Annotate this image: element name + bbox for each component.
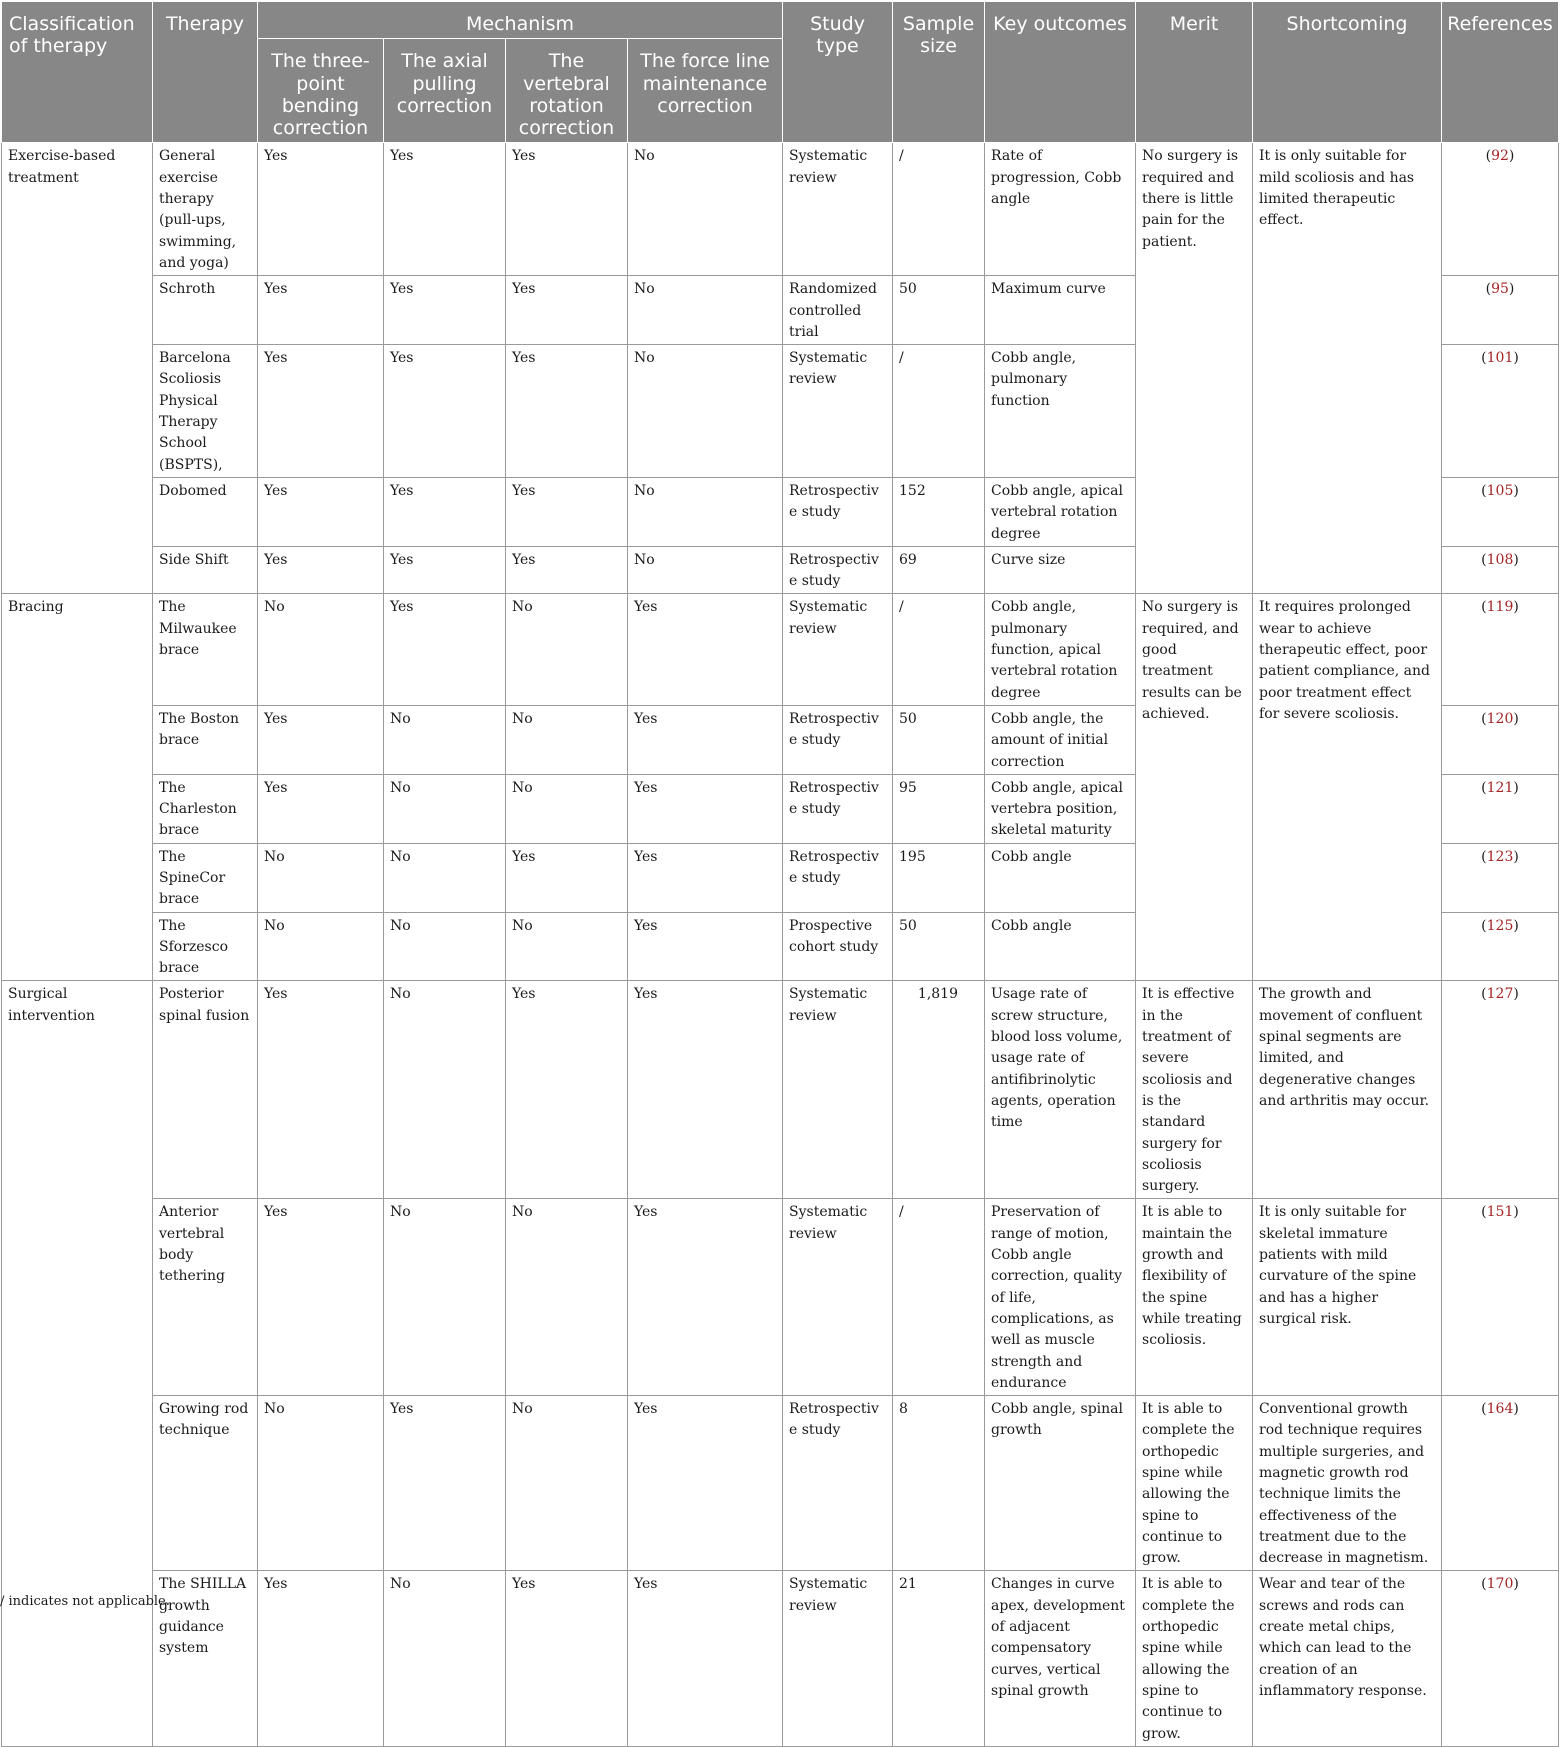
sample-size-cell: / (893, 594, 985, 705)
therapy-cell: The Sforzesco brace (153, 912, 258, 981)
header-therapy: Therapy (153, 2, 258, 143)
axial-pulling-cell: Yes (384, 546, 506, 594)
study-type-cell: Retrospective study (783, 1396, 893, 1571)
vertebral-rotation-cell: No (506, 1199, 628, 1396)
key-outcomes-cell: Cobb angle, spinal growth (985, 1396, 1136, 1571)
reference-close-paren: ) (1508, 148, 1515, 165)
reference-cell (1442, 546, 1559, 594)
axial-pulling-cell: Yes (384, 345, 506, 478)
key-outcomes-cell: Preservation of range of motion, Cobb angle correction, quality of life, complications, as well as muscle strength and endurance (985, 1199, 1136, 1396)
shortcoming-cell: Conventional growth rod technique requires multiple surgeries, and magnetic growth rod technique limits the effectiveness of the treatment due to the decrease in magnetism. (1253, 1396, 1442, 1571)
therapy-cell: Growing rod technique (153, 1396, 258, 1571)
study-type-cell: Systematic review (783, 1199, 893, 1396)
reference-cell (1442, 912, 1559, 981)
sample-size-cell: / (893, 143, 985, 276)
force-line-cell: No (628, 546, 783, 594)
sample-size-cell: 21 (893, 1571, 985, 1746)
force-line-cell: Yes (628, 843, 783, 912)
force-line-cell: Yes (628, 594, 783, 705)
merit-cell: No surgery is required and there is little pain for the patient. (1136, 143, 1253, 594)
reference-close-paren: ) (1513, 917, 1519, 934)
merit-cell: It is able to complete the orthopedic spine while allowing the spine to continue to grow. (1136, 1396, 1253, 1571)
force-line-cell: Yes (628, 774, 783, 843)
classification-cell: Surgical intervention (2, 981, 153, 1746)
reference-open-paren: ( (1481, 551, 1487, 568)
vertebral-rotation-cell: Yes (506, 477, 628, 546)
shortcoming-cell: It is only suitable for skeletal immature patients with mild curvature of the spine and has a higher surgical risk. (1253, 1199, 1442, 1396)
three-point-bending-cell: No (258, 843, 384, 912)
vertebral-rotation-cell: Yes (506, 276, 628, 345)
reference-cell (1442, 594, 1559, 705)
therapy-cell: Schroth (153, 276, 258, 345)
key-outcomes-cell: Cobb angle, pulmonary function (985, 345, 1136, 478)
axial-pulling-cell: Yes (384, 1396, 506, 1571)
merit-cell: It is able to maintain the growth and flexibility of the spine while treating scoliosis. (1136, 1199, 1253, 1396)
reference-close-paren: ) (1513, 482, 1519, 499)
three-point-bending-cell: Yes (258, 477, 384, 546)
study-type-cell: Randomized controlled trial (783, 276, 893, 345)
table-row (2, 143, 1559, 276)
key-outcomes-cell: Cobb angle, the amount of initial correction (985, 705, 1136, 774)
three-point-bending-cell: No (258, 594, 384, 705)
reference-open-paren: ( (1481, 710, 1487, 727)
key-outcomes-cell: Cobb angle, apical vertebra position, skeletal maturity (985, 774, 1136, 843)
reference-link[interactable]: 119 (1486, 599, 1514, 616)
three-point-bending-cell: Yes (258, 981, 384, 1199)
header-key-outcomes: Key outcomes (985, 2, 1136, 143)
vertebral-rotation-cell: Yes (506, 1571, 628, 1746)
force-line-cell: Yes (628, 1199, 783, 1396)
vertebral-rotation-cell: Yes (506, 843, 628, 912)
reference-close-paren: ) (1513, 599, 1519, 616)
three-point-bending-cell: Yes (258, 705, 384, 774)
vertebral-rotation-cell: No (506, 912, 628, 981)
reference-cell (1442, 477, 1559, 546)
reference-link[interactable]: 121 (1486, 779, 1514, 796)
force-line-cell: No (628, 143, 783, 276)
axial-pulling-cell: No (384, 981, 506, 1199)
reference-link[interactable]: 105 (1486, 482, 1514, 499)
reference-open-paren: ( (1481, 1401, 1487, 1418)
key-outcomes-cell: Rate of progression, Cobb angle (985, 143, 1136, 276)
reference-close-paren: ) (1513, 710, 1519, 727)
therapy-cell: The SpineCor brace (153, 843, 258, 912)
three-point-bending-cell: Yes (258, 345, 384, 478)
reference-close-paren: ) (1508, 281, 1515, 298)
therapy-comparison-table (1, 1, 1559, 1747)
sample-size-cell: 50 (893, 912, 985, 981)
therapy-cell: The SHILLA growth guidance system (153, 1571, 258, 1746)
study-type-cell: Prospective cohort study (783, 912, 893, 981)
reference-link[interactable]: 101 (1486, 350, 1514, 367)
force-line-cell: Yes (628, 1396, 783, 1571)
header-references: References (1442, 2, 1559, 143)
therapy-cell: Anterior vertebral body tethering (153, 1199, 258, 1396)
reference-link[interactable]: 125 (1486, 917, 1514, 934)
key-outcomes-cell: Cobb angle (985, 912, 1136, 981)
sample-size-cell: 50 (893, 276, 985, 345)
merit-cell: It is effective in the treatment of severe scoliosis and is the standard surgery for scoliosis surgery. (1136, 981, 1253, 1199)
reference-link[interactable]: 127 (1486, 986, 1514, 1003)
header-study-type: Study type (783, 2, 893, 143)
study-type-cell: Systematic review (783, 1571, 893, 1746)
study-type-cell: Retrospective study (783, 705, 893, 774)
reference-close-paren: ) (1513, 986, 1519, 1003)
key-outcomes-cell: Maximum curve (985, 276, 1136, 345)
header-row-1 (2, 2, 1559, 39)
three-point-bending-cell: No (258, 912, 384, 981)
study-type-cell: Systematic review (783, 594, 893, 705)
reference-link[interactable]: 95 (1491, 281, 1509, 298)
sample-size-cell: 1,819 (893, 981, 985, 1199)
reference-cell (1442, 774, 1559, 843)
classification-cell: Bracing (2, 594, 153, 981)
reference-link[interactable]: 92 (1491, 148, 1509, 165)
axial-pulling-cell: Yes (384, 143, 506, 276)
reference-link[interactable]: 151 (1486, 1204, 1514, 1221)
header-axial-pulling: The axial pulling correction (384, 39, 506, 143)
reference-cell (1442, 143, 1559, 276)
reference-cell (1442, 276, 1559, 345)
study-type-cell: Systematic review (783, 345, 893, 478)
sample-size-cell: 69 (893, 546, 985, 594)
reference-close-paren: ) (1513, 1576, 1519, 1593)
axial-pulling-cell: No (384, 774, 506, 843)
sample-size-cell: 195 (893, 843, 985, 912)
three-point-bending-cell: No (258, 1396, 384, 1571)
three-point-bending-cell: Yes (258, 1199, 384, 1396)
force-line-cell: No (628, 477, 783, 546)
reference-link[interactable]: 164 (1486, 1401, 1514, 1418)
force-line-cell: Yes (628, 981, 783, 1199)
vertebral-rotation-cell: Yes (506, 345, 628, 478)
three-point-bending-cell: Yes (258, 546, 384, 594)
header-three-point-bending: The three-point bending correction (258, 39, 384, 143)
reference-open-paren: ( (1481, 482, 1487, 499)
header-sample-size: Sample size (893, 2, 985, 143)
force-line-cell: Yes (628, 705, 783, 774)
sample-size-cell: 95 (893, 774, 985, 843)
vertebral-rotation-cell: No (506, 705, 628, 774)
vertebral-rotation-cell: No (506, 774, 628, 843)
sample-size-cell: 8 (893, 1396, 985, 1571)
header-mechanism: Mechanism (258, 2, 783, 39)
therapy-cell: Posterior spinal fusion (153, 981, 258, 1199)
therapy-cell: Barcelona Scoliosis Physical Therapy School (BSPTS), (153, 345, 258, 478)
force-line-cell: No (628, 345, 783, 478)
table-row (2, 1396, 1559, 1571)
sample-size-cell: 152 (893, 477, 985, 546)
reference-link[interactable]: 108 (1486, 551, 1514, 568)
reference-cell (1442, 981, 1559, 1199)
reference-open-paren: ( (1481, 917, 1487, 934)
reference-open-paren: ( (1485, 281, 1492, 298)
reference-cell (1442, 345, 1559, 478)
sample-size-cell: / (893, 1199, 985, 1396)
reference-open-paren: ( (1481, 1576, 1487, 1593)
shortcoming-cell: It is only suitable for mild scoliosis and has limited therapeutic effect. (1253, 143, 1442, 594)
reference-open-paren: ( (1481, 779, 1487, 796)
study-type-cell: Retrospective study (783, 546, 893, 594)
axial-pulling-cell: Yes (384, 477, 506, 546)
axial-pulling-cell: Yes (384, 594, 506, 705)
reference-cell (1442, 1396, 1559, 1571)
force-line-cell: Yes (628, 912, 783, 981)
study-type-cell: Systematic review (783, 143, 893, 276)
study-type-cell: Retrospective study (783, 843, 893, 912)
therapy-cell: The Charleston brace (153, 774, 258, 843)
table-row (2, 594, 1559, 705)
therapy-cell: General exercise therapy (pull-ups, swimming, and yoga) (153, 143, 258, 276)
therapy-cell: Side Shift (153, 546, 258, 594)
vertebral-rotation-cell: Yes (506, 143, 628, 276)
key-outcomes-cell: Cobb angle, apical vertebral rotation degree (985, 477, 1136, 546)
reference-open-paren: ( (1481, 848, 1487, 865)
reference-close-paren: ) (1513, 779, 1519, 796)
merit-cell: No surgery is required, and good treatment results can be achieved. (1136, 594, 1253, 981)
reference-cell (1442, 705, 1559, 774)
shortcoming-cell: It requires prolonged wear to achieve therapeutic effect, poor patient compliance, and poor treatment effect for severe scoliosis. (1253, 594, 1442, 981)
classification-cell: Exercise-based treatment (2, 143, 153, 594)
reference-open-paren: ( (1485, 148, 1492, 165)
reference-close-paren: ) (1513, 350, 1519, 367)
reference-open-paren: ( (1481, 986, 1487, 1003)
key-outcomes-cell: Changes in curve apex, development of adjacent compensatory curves, vertical spinal growth (985, 1571, 1136, 1746)
footnote: / indicates not applicable. (0, 1594, 170, 1609)
study-type-cell: Retrospective study (783, 477, 893, 546)
vertebral-rotation-cell: Yes (506, 546, 628, 594)
vertebral-rotation-cell: No (506, 1396, 628, 1571)
three-point-bending-cell: Yes (258, 143, 384, 276)
three-point-bending-cell: Yes (258, 774, 384, 843)
study-type-cell: Retrospective study (783, 774, 893, 843)
axial-pulling-cell: No (384, 843, 506, 912)
reference-link[interactable]: 170 (1486, 1576, 1514, 1593)
study-type-cell: Systematic review (783, 981, 893, 1199)
table-row (2, 1571, 1559, 1746)
header-force-line-maintenance: The force line maintenance correction (628, 39, 783, 143)
force-line-cell: No (628, 276, 783, 345)
reference-close-paren: ) (1513, 848, 1519, 865)
axial-pulling-cell: No (384, 1199, 506, 1396)
table-row (2, 981, 1559, 1199)
reference-open-paren: ( (1481, 1204, 1487, 1221)
axial-pulling-cell: Yes (384, 276, 506, 345)
reference-link[interactable]: 120 (1486, 710, 1514, 727)
therapy-cell: Dobomed (153, 477, 258, 546)
key-outcomes-cell: Usage rate of screw structure, blood loss volume, usage rate of antifibrinolytic agents, operation time (985, 981, 1136, 1199)
reference-open-paren: ( (1481, 599, 1487, 616)
reference-close-paren: ) (1513, 1401, 1519, 1418)
axial-pulling-cell: No (384, 705, 506, 774)
table-row (2, 1199, 1559, 1396)
axial-pulling-cell: No (384, 1571, 506, 1746)
reference-cell (1442, 843, 1559, 912)
header-classification: Classification of therapy (2, 2, 153, 143)
header-shortcoming: Shortcoming (1253, 2, 1442, 143)
merit-cell: It is able to complete the orthopedic spine while allowing the spine to continue to grow. (1136, 1571, 1253, 1746)
force-line-cell: Yes (628, 1571, 783, 1746)
shortcoming-cell: The growth and movement of confluent spinal segments are limited, and degenerative changes and arthritis may occur. (1253, 981, 1442, 1199)
header-vertebral-rotation: The vertebral rotation correction (506, 39, 628, 143)
reference-cell (1442, 1571, 1559, 1746)
sample-size-cell: / (893, 345, 985, 478)
reference-close-paren: ) (1513, 551, 1519, 568)
sample-size-cell: 50 (893, 705, 985, 774)
three-point-bending-cell: Yes (258, 1571, 384, 1746)
table-body (2, 143, 1559, 1746)
vertebral-rotation-cell: No (506, 594, 628, 705)
therapy-cell: The Boston brace (153, 705, 258, 774)
vertebral-rotation-cell: Yes (506, 981, 628, 1199)
key-outcomes-cell: Curve size (985, 546, 1136, 594)
key-outcomes-cell: Cobb angle (985, 843, 1136, 912)
three-point-bending-cell: Yes (258, 276, 384, 345)
reference-close-paren: ) (1513, 1204, 1519, 1221)
axial-pulling-cell: No (384, 912, 506, 981)
key-outcomes-cell: Cobb angle, pulmonary function, apical vertebral rotation degree (985, 594, 1136, 705)
reference-open-paren: ( (1481, 350, 1487, 367)
reference-link[interactable]: 123 (1486, 848, 1514, 865)
therapy-cell: The Milwaukee brace (153, 594, 258, 705)
shortcoming-cell: Wear and tear of the screws and rods can create metal chips, which can lead to the creation of an inflammatory response. (1253, 1571, 1442, 1746)
reference-cell (1442, 1199, 1559, 1396)
header-merit: Merit (1136, 2, 1253, 143)
